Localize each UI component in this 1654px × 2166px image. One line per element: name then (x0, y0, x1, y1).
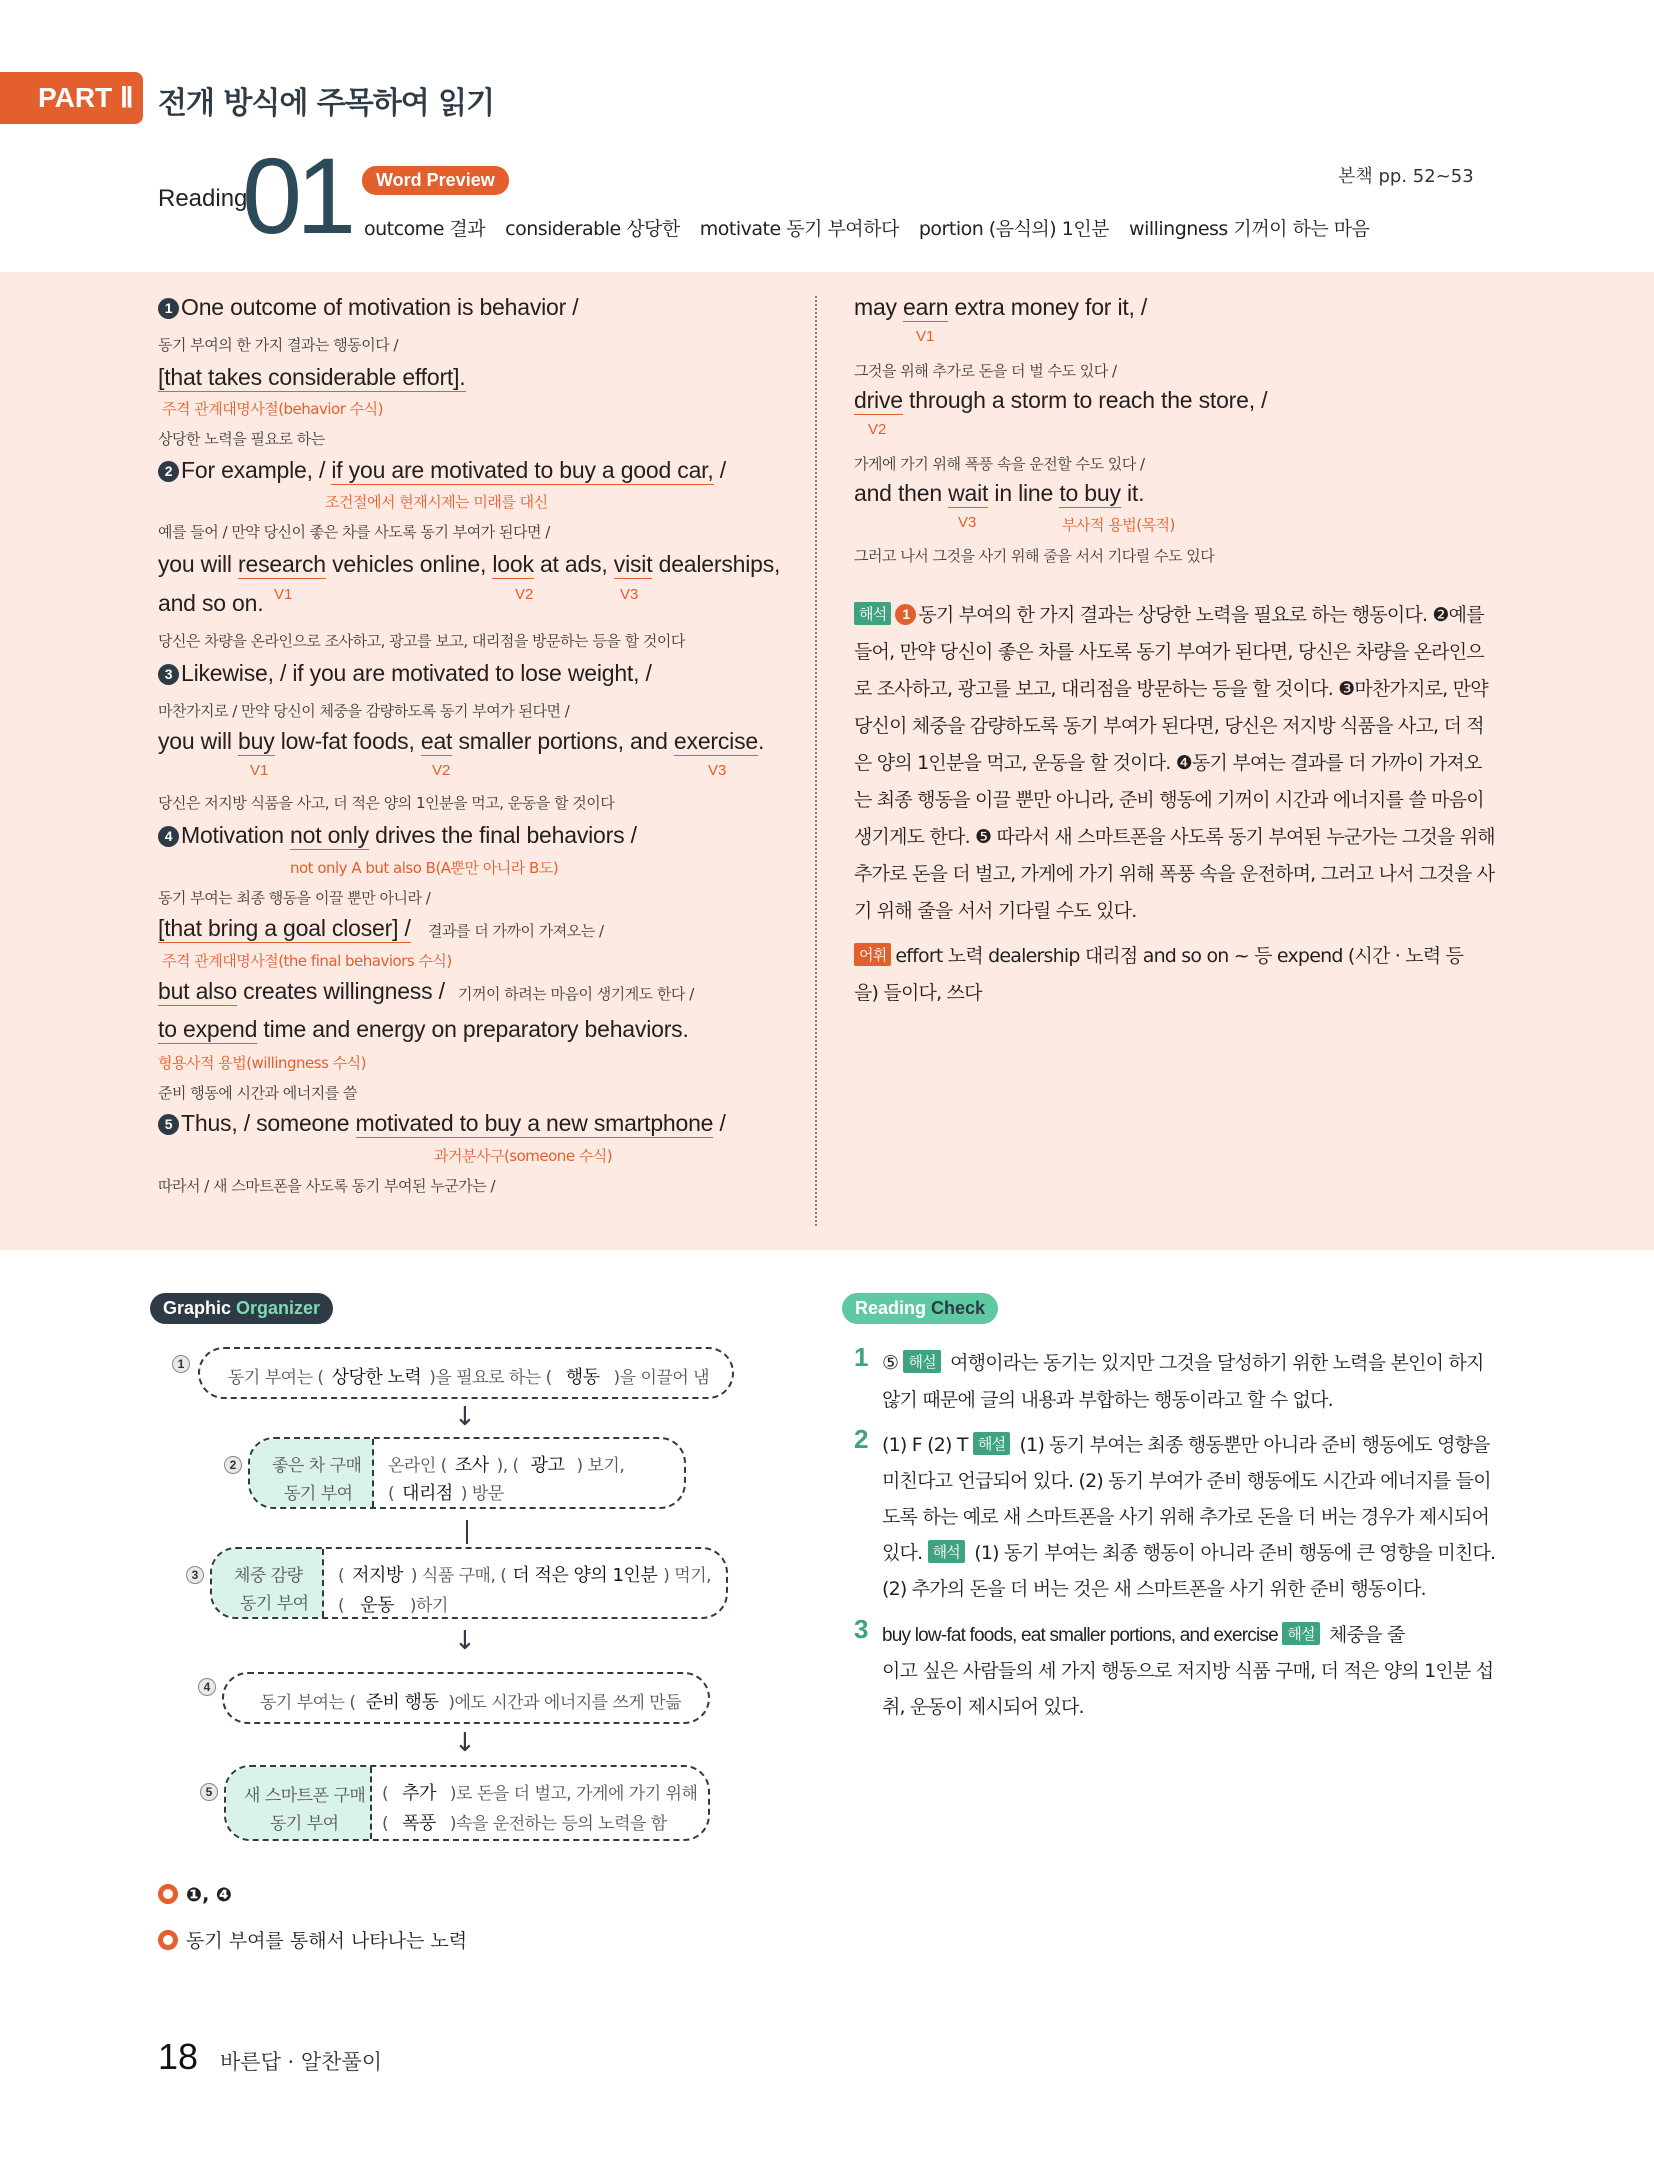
organizer-text: ( 운동 )하기 (338, 1595, 448, 1616)
organizer-number: 5 (200, 1783, 218, 1801)
translation-line: 추가로 돈을 더 벌고, 가게에 가기 위해 폭풍 속을 운전하며, 그러고 나서 그것을 사 (854, 863, 1495, 885)
sentence-2: 2 For example, / if you are motivated to buy a good car, / (158, 457, 726, 484)
sentence-4-translation: 동기 부여는 최종 행동을 이끌 뿐만 아니라 / (158, 889, 431, 907)
question-number: 1 (854, 1342, 869, 1372)
organizer-number: 1 (172, 1355, 190, 1373)
explanation-tag: 해설 (903, 1350, 940, 1373)
sentence-4d-translation: 준비 행동에 시간과 에너지를 쓸 (158, 1084, 357, 1102)
answer-line: 이고 싶은 사람들의 세 가지 행동으로 저지방 식품 구매, 더 적은 양의 1인분 섭 (882, 1660, 1494, 1682)
label-line: 새 스마트폰 구매 (244, 1786, 366, 1806)
verb-tag: V3 (620, 586, 639, 603)
organizer-text: ( 대리점 ) 방문 (388, 1483, 504, 1504)
sentence-2b: you will research vehicles online, look at ads, visit dealerships, (158, 551, 781, 577)
translation-line: 들어, 만약 당신이 좋은 차를 사도록 동기 부여가 된다면, 당신은 차량을 온라인으 (854, 641, 1484, 663)
organizer-text: 동기 부여는 ( 준비 행동 )에도 시간과 에너지를 쓰게 만듦 (260, 1692, 682, 1713)
organizer-box-4 (222, 1672, 710, 1724)
organizer-text: ( 저지방 ) 식품 구매, ( 더 적은 양의 1인분 ) 먹기, (338, 1565, 712, 1586)
verb-tag: V2 (515, 586, 534, 603)
circle-number: 1 (158, 298, 179, 319)
translation-line: 당신이 체중을 감량하도록 동기 부여가 된다면, 당신은 저지방 식품을 사고, 더 적 (854, 715, 1484, 737)
sentence-1-translation: 동기 부여의 한 가지 결과는 행동이다 / (158, 336, 399, 354)
reading-label: Reading (158, 185, 248, 212)
translation-line: 은 양의 1인분을 먹고, 운동을 할 것이다. ❹동기 부여는 결과를 더 가까이 가져오 (854, 752, 1482, 774)
explanation-tag: 해설 (973, 1432, 1010, 1455)
sentence-5d: and then wait in line to buy it. (854, 480, 1145, 506)
sentence-5b-translation: 그것을 위해 추가로 돈을 더 벌 수도 있다 / (854, 362, 1117, 380)
answer-line: 미친다고 언급되어 있다. (2) 동기 부여가 준비 행동에도 시간과 에너지를 들이 (882, 1470, 1491, 1492)
verb-tag: V1 (274, 586, 293, 603)
vocab-tag: 어휘 (854, 943, 891, 966)
organizer-text: 온라인 ( 조사 ), ( 광고 ) 보기, (388, 1455, 625, 1476)
verb-tag: V1 (916, 328, 935, 345)
grammar-note: 주격 관계대명사절(behavior 수식) (162, 400, 383, 418)
translation-tag: 해석 (928, 1540, 965, 1563)
translation-line: 해석 1 동기 부여의 한 가지 결과는 상당한 노력을 필요로 하는 행동이다. ❷예를 (854, 600, 1484, 627)
bullet-ring-icon (158, 1884, 178, 1904)
circle-number: 5 (158, 1114, 179, 1135)
translation-line: 생기게도 한다. ❺ 따라서 새 스마트폰을 사도록 동기 부여된 누군가는 그것을 위해 (854, 826, 1495, 848)
organizer-box-label (212, 1549, 324, 1617)
answer-line: (1) F (2) T 해설 (1) 동기 부여는 최종 행동뿐만 아니라 준비 행동에도 영향을 (882, 1434, 1490, 1456)
label-line: 동기 부여 (284, 1484, 353, 1504)
organizer-box-5 (224, 1765, 710, 1841)
grammar-note: 형용사적 용법(willingness 수식) (158, 1054, 366, 1072)
sentence-2-translation: 예를 들어 / 만약 당신이 좋은 차를 사도록 동기 부여가 된다면 / (158, 523, 550, 541)
organizer-text: ( 추가 )로 돈을 더 벌고, 가게에 가기 위해 (382, 1783, 698, 1804)
organizer-number: 4 (198, 1678, 216, 1696)
footer-title: 바른답 · 알찬풀이 (220, 2050, 383, 2074)
word-preview-badge: Word Preview (362, 166, 509, 195)
part-tag: PART Ⅱ (0, 72, 143, 124)
translation-tag: 해석 (854, 602, 891, 625)
translation-line: 는 최종 행동을 이끌 뿐만 아니라, 준비 행동에 기꺼이 시간과 에너지를 쓸 마음이 (854, 789, 1484, 811)
sentence-5: 5 Thus, / someone motivated to buy a new smartphone / (158, 1110, 726, 1137)
circle-number: 2 (158, 461, 179, 482)
sentence-1b-translation: 상당한 노력을 필요로 하는 (158, 430, 325, 448)
answer-bullet-2: 동기 부여를 통해서 나타나는 노력 (158, 1926, 467, 1953)
sentence-1: 1 One outcome of motivation is behavior / (158, 294, 578, 321)
organizer-box-1 (198, 1347, 734, 1399)
sentence-4d: to expend time and energy on preparatory behaviors. (158, 1016, 689, 1042)
sentence-5d-translation: 그러고 나서 그것을 사기 위해 줄을 서서 기다릴 수도 있다 (854, 547, 1215, 565)
organizer-box-label (250, 1439, 374, 1507)
sentence-5c-translation: 가게에 가기 위해 폭풍 속을 운전할 수도 있다 / (854, 455, 1145, 473)
label-line: 체중 감량 (234, 1566, 303, 1586)
translation-line: 기 위해 줄을 서서 기다릴 수도 있다. (854, 900, 1137, 922)
question-number: 2 (854, 1424, 869, 1454)
organizer-box-label (226, 1767, 372, 1839)
answer-line: ⑤ 해설 여행이라는 동기는 있지만 그것을 달성하기 위한 노력을 본인이 하지 (882, 1352, 1484, 1374)
organizer-box-3 (210, 1547, 728, 1619)
organizer-text: 동기 부여는 ( 상당한 노력 )을 필요로 하는 ( 행동 )을 이끌어 냄 (228, 1367, 710, 1388)
circle-number: 4 (158, 826, 179, 847)
vocab-line: 을) 들이다, 쓰다 (854, 982, 982, 1004)
verb-tag: V2 (432, 762, 451, 779)
reading-check-badge: Reading Check (842, 1293, 998, 1324)
down-arrow-icon: ↓ (454, 1728, 476, 1758)
question-number: 3 (854, 1614, 869, 1644)
part-title: 전개 방식에 주목하여 읽기 (158, 86, 495, 121)
answer-line: 도록 하는 예로 새 스마트폰을 사기 위해 추가로 돈을 더 버는 경우가 제시되어 (882, 1506, 1490, 1528)
graphic-organizer-badge: Graphic Organizer (150, 1293, 333, 1324)
page-reference: 본책 pp. 52~53 (1338, 166, 1474, 187)
organizer-text: ( 폭풍 )속을 운전하는 등의 노력을 함 (382, 1813, 667, 1834)
sentence-2c: and so on. (158, 590, 264, 616)
sentence-3b: you will buy low-fat foods, eat smaller portions, and exercise. (158, 728, 765, 754)
label-line: 동기 부여 (240, 1594, 309, 1614)
word-item: outcome 결과 (364, 218, 486, 240)
sentence-1b: [that takes considerable effort]. (158, 364, 466, 390)
sentence-5c: drive through a storm to reach the store, / (854, 387, 1268, 413)
sentence-2b-translation: 당신은 차량을 온라인으로 조사하고, 광고를 보고, 대리점을 방문하는 등을 할 것이다 (158, 632, 685, 650)
organizer-number: 2 (224, 1456, 242, 1474)
sentence-4c: but also creates willingness / (158, 978, 445, 1004)
bullet-ring-icon (158, 1930, 178, 1950)
word-item: portion (음식의) 1인분 (918, 218, 1110, 240)
translation-line: 로 조사하고, 광고를 보고, 대리점을 방문하는 등을 할 것이다. ❸마찬가지로, 만약 (854, 678, 1488, 700)
verb-tag: V1 (250, 762, 269, 779)
answer-line: 취, 운동이 제시되어 있다. (882, 1696, 1084, 1718)
column-divider (815, 296, 817, 1226)
organizer-number: 3 (186, 1566, 204, 1584)
verb-tag: V3 (958, 514, 977, 531)
sentence-4b: [that bring a goal closer] / (158, 915, 411, 941)
grammar-note: 주격 관계대명사절(the final behaviors 수식) (162, 952, 452, 970)
organizer-box-2 (248, 1437, 686, 1509)
sentence-4b-translation: 결과를 더 가까이 가져오는 / (428, 922, 604, 940)
circle-number: 3 (158, 664, 179, 685)
word-item: willingness 기꺼이 하는 마음 (1129, 218, 1370, 240)
answer-line: buy low-fat foods, eat smaller portions, and exercise 해설 체중을 줄 (882, 1624, 1405, 1646)
verb-tag: V2 (868, 421, 887, 438)
sentence-3b-translation: 당신은 저지방 식품을 사고, 더 적은 양의 1인분을 먹고, 운동을 할 것이다 (158, 794, 615, 812)
word-item: considerable 상당한 (505, 218, 680, 240)
sentence-3-translation: 마찬가지로 / 만약 당신이 체중을 감량하도록 동기 부여가 된다면 / (158, 702, 570, 720)
grammar-note: not only A but also B(A뿐만 아니라 B도) (290, 859, 559, 877)
word-item: motivate 동기 부여하다 (699, 218, 899, 240)
connector-line (466, 1520, 468, 1544)
down-arrow-icon: ↓ (454, 1402, 476, 1432)
circle-number: 1 (895, 604, 916, 625)
answer-bullet-1: ❶, ❹ (158, 1884, 232, 1906)
sentence-4c-translation: 기꺼이 하려는 마음이 생기게도 한다 / (458, 985, 694, 1003)
label-line: 동기 부여 (270, 1814, 339, 1834)
sentence-5-translation: 따라서 / 새 스마트폰을 사도록 동기 부여된 누군가는 / (158, 1177, 496, 1195)
word-preview-list (364, 214, 1389, 241)
down-arrow-icon: ↓ (454, 1626, 476, 1656)
grammar-note: 조건절에서 현재시제는 미래를 대신 (325, 493, 548, 511)
answer-line: (2) 추가의 돈을 더 버는 것은 새 스마트폰을 사기 위한 준비 행동이다. (882, 1578, 1426, 1600)
answer-line: 있다. 해석 (1) 동기 부여는 최종 행동이 아니라 준비 행동에 큰 영향을 미친다. (882, 1542, 1496, 1564)
grammar-note: 부사적 용법(목적) (1062, 516, 1175, 534)
sentence-3: 3 Likewise, / if you are motivated to lose weight, / (158, 660, 652, 687)
vocab-line: 어휘 effort 노력 dealership 대리점 and so on ~ 등 expend (시간 · 노력 등 (854, 941, 1463, 968)
grammar-note: 과거분사구(someone 수식) (434, 1147, 613, 1165)
answer-line: 않기 때문에 글의 내용과 부합하는 행동이라고 할 수 없다. (882, 1389, 1333, 1411)
explanation-tag: 해설 (1282, 1622, 1319, 1645)
verb-tag: V3 (708, 762, 727, 779)
reading-number: 01 (242, 135, 351, 256)
page-number: 18 (158, 2036, 199, 2077)
sentence-5b: may earn extra money for it, / (854, 294, 1148, 320)
sentence-4: 4 Motivation not only drives the final behaviors / (158, 822, 637, 849)
label-line: 좋은 차 구매 (272, 1456, 362, 1476)
